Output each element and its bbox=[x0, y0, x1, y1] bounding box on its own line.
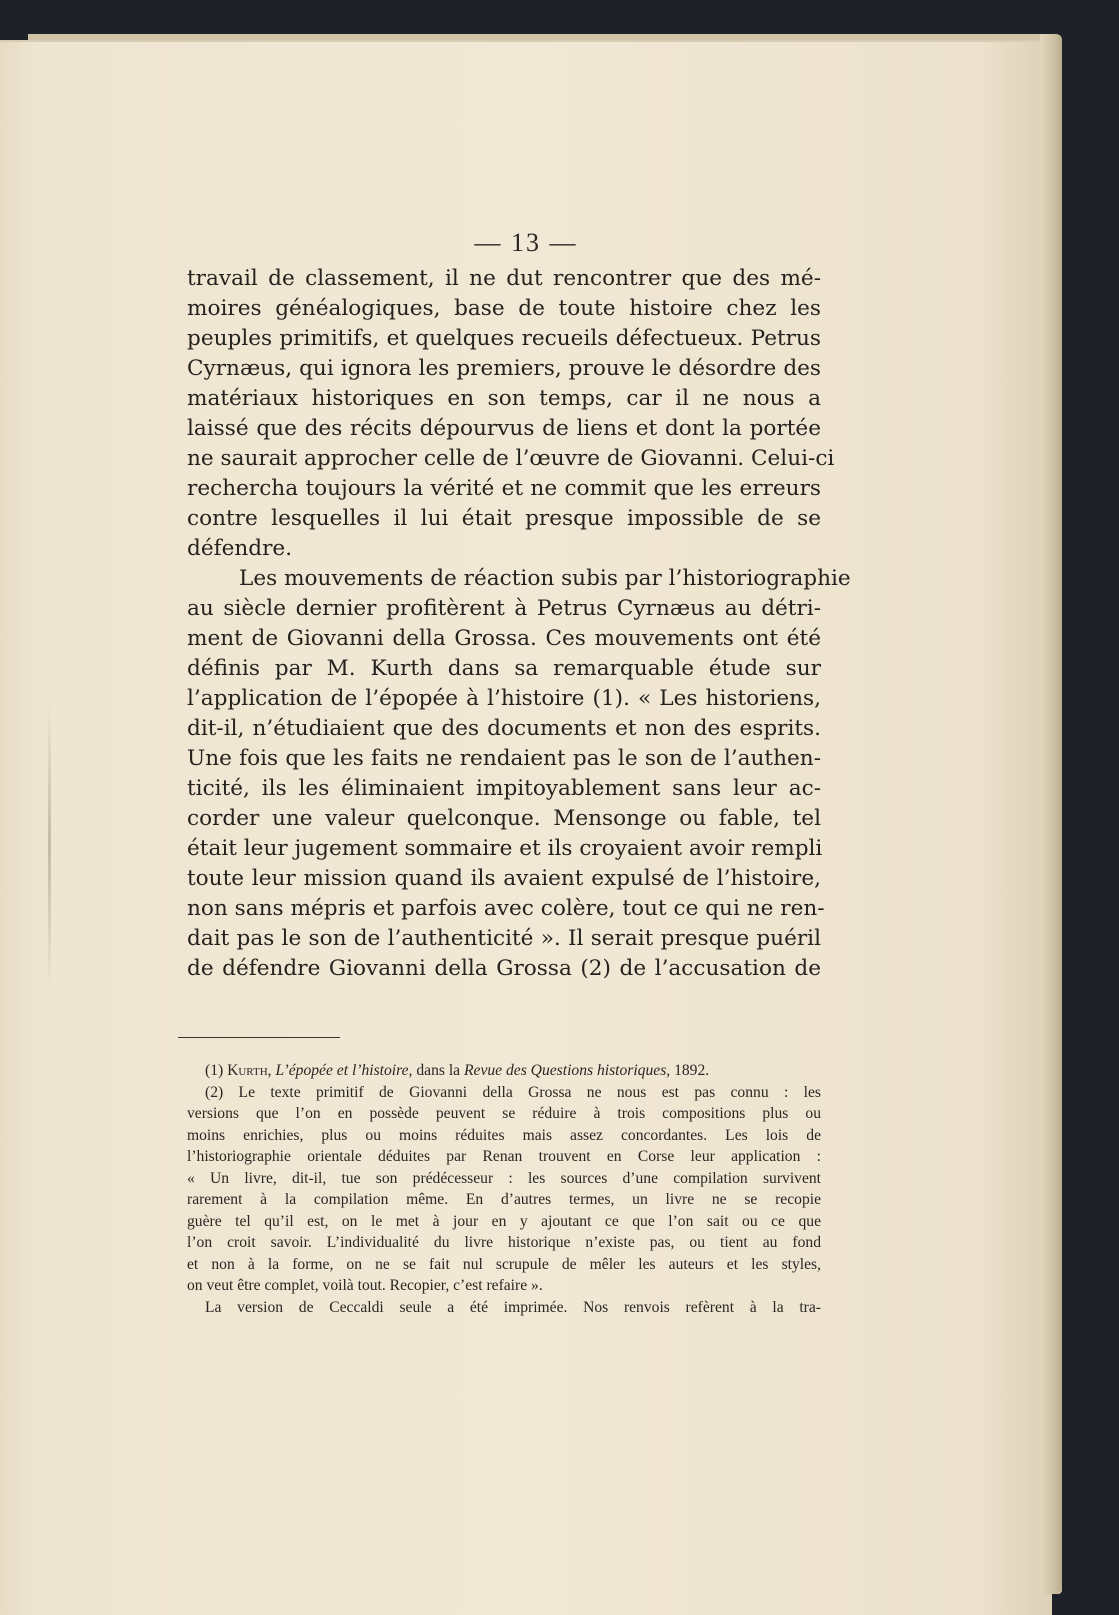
text-line: moires généalogiques, base de toute histoire chez les bbox=[187, 296, 821, 321]
text-line: l’application de l’épopée à l’histoire (1). « Les historiens, bbox=[187, 686, 821, 711]
footnote-line: La version de Ceccaldi seule a été imprimée. Nos renvois refèrent à la tra- bbox=[205, 1298, 821, 1316]
footnote-1 bbox=[187, 1060, 821, 1082]
footnote-line: « Un livre, dit-il, tue son prédécesseur : les sources d’une compilation survivent bbox=[187, 1169, 821, 1187]
footnote-author: Kurth, bbox=[227, 1062, 272, 1079]
footnote-journal: Revue des Questions historiques, bbox=[464, 1062, 671, 1079]
footnote-line: l’on croit savoir. L’individualité du livre historique n’existe pas, ou tient au fond bbox=[187, 1234, 821, 1251]
text-line: peuples primitifs, et quelques recueils défectueux. Petrus bbox=[187, 326, 821, 351]
text-line: ticité, ils les éliminaient impitoyablement sans leur ac- bbox=[187, 776, 821, 801]
text-line: corder une valeur quelconque. Mensonge ou fable, tel bbox=[187, 806, 821, 831]
footnote-line: versions que l’on en possède peuvent se réduire à trois compositions plus ou bbox=[187, 1105, 821, 1122]
footnote-marker: (1) bbox=[205, 1062, 224, 1079]
footnote-title: L’épopée et l’histoire, bbox=[275, 1062, 413, 1079]
text-line: laissé que des récits dépourvus de liens et dont la portée bbox=[187, 416, 821, 441]
footnote-line: guère tel qu’il est, on le met à jour en y ajoutant ce que l’on sait ou ce que bbox=[187, 1212, 821, 1230]
footnote-line: (2) Le texte primitif de Giovanni della Grossa ne nous est pas connu : les bbox=[205, 1083, 821, 1101]
text-line: dait pas le son de l’authenticité ». Il serait presque puéril bbox=[187, 926, 821, 951]
text-line: Les mouvements de réaction subis par l’historiographie bbox=[239, 566, 851, 591]
footnote-line: rarement à la compilation même. En d’autres termes, un livre ne se recopie bbox=[187, 1191, 821, 1208]
gutter-crease bbox=[48, 702, 51, 992]
main-text bbox=[187, 264, 851, 984]
page-number: — 13 — bbox=[474, 228, 578, 257]
text-line: non sans mépris et parfois avec colère, tout ce qui ne ren- bbox=[187, 896, 825, 921]
text-line: contre lesquelles il lui était presque impossible de se bbox=[187, 506, 821, 531]
text-line: travail de classement, il ne dut rencontrer que des mé- bbox=[187, 266, 821, 291]
page-edge bbox=[1040, 34, 1062, 1594]
footnote-line: on veut être complet, voilà tout. Recopier, c’est refaire ». bbox=[187, 1277, 543, 1294]
text-line: au siècle dernier profitèrent à Petrus Cyrnæus au détri- bbox=[187, 596, 821, 621]
footnote-line: moins enrichies, plus ou moins réduites mais assez concordantes. Les lois de bbox=[187, 1126, 821, 1144]
footnotes bbox=[187, 1060, 821, 1318]
text-line: matériaux historiques en son temps, car il ne nous a bbox=[187, 386, 821, 411]
text-line: défendre. bbox=[187, 536, 293, 561]
text-line: dit-il, n’étudiaient que des documents et non des esprits. bbox=[187, 716, 821, 741]
text-line: rechercha toujours la vérité et ne commit que les erreurs bbox=[187, 476, 821, 501]
text-line: toute leur mission quand ils avaient expulsé de l’histoire, bbox=[187, 866, 821, 891]
text-line: Cyrnæus, qui ignora les premiers, prouve le désordre des bbox=[187, 356, 821, 381]
footnote-rule bbox=[178, 1037, 340, 1038]
footnote-year: 1892. bbox=[674, 1062, 710, 1079]
text-line: définis par M. Kurth dans sa remarquable étude sur bbox=[187, 656, 821, 681]
text-line: ne saurait approcher celle de l’œuvre de Giovanni. Celui-ci bbox=[187, 446, 835, 471]
text-line: était leur jugement sommaire et ils croyaient avoir rempli bbox=[187, 836, 823, 861]
footnote-line: et non à la forme, on ne se fait nul scrupule de mêler les auteurs et les styles, bbox=[187, 1255, 821, 1273]
text-line: Une fois que les faits ne rendaient pas le son de l’authen- bbox=[187, 746, 821, 771]
footnote-line: l’historiographie orientale déduites par Renan trouvent en Corse leur application : bbox=[187, 1148, 821, 1165]
book-page bbox=[0, 40, 1052, 1615]
text-line: de défendre Giovanni della Grossa (2) de l’accusation de bbox=[187, 956, 821, 981]
footnote-text: dans la bbox=[416, 1062, 461, 1079]
text-line: ment de Giovanni della Grossa. Ces mouvements ont été bbox=[187, 626, 821, 651]
